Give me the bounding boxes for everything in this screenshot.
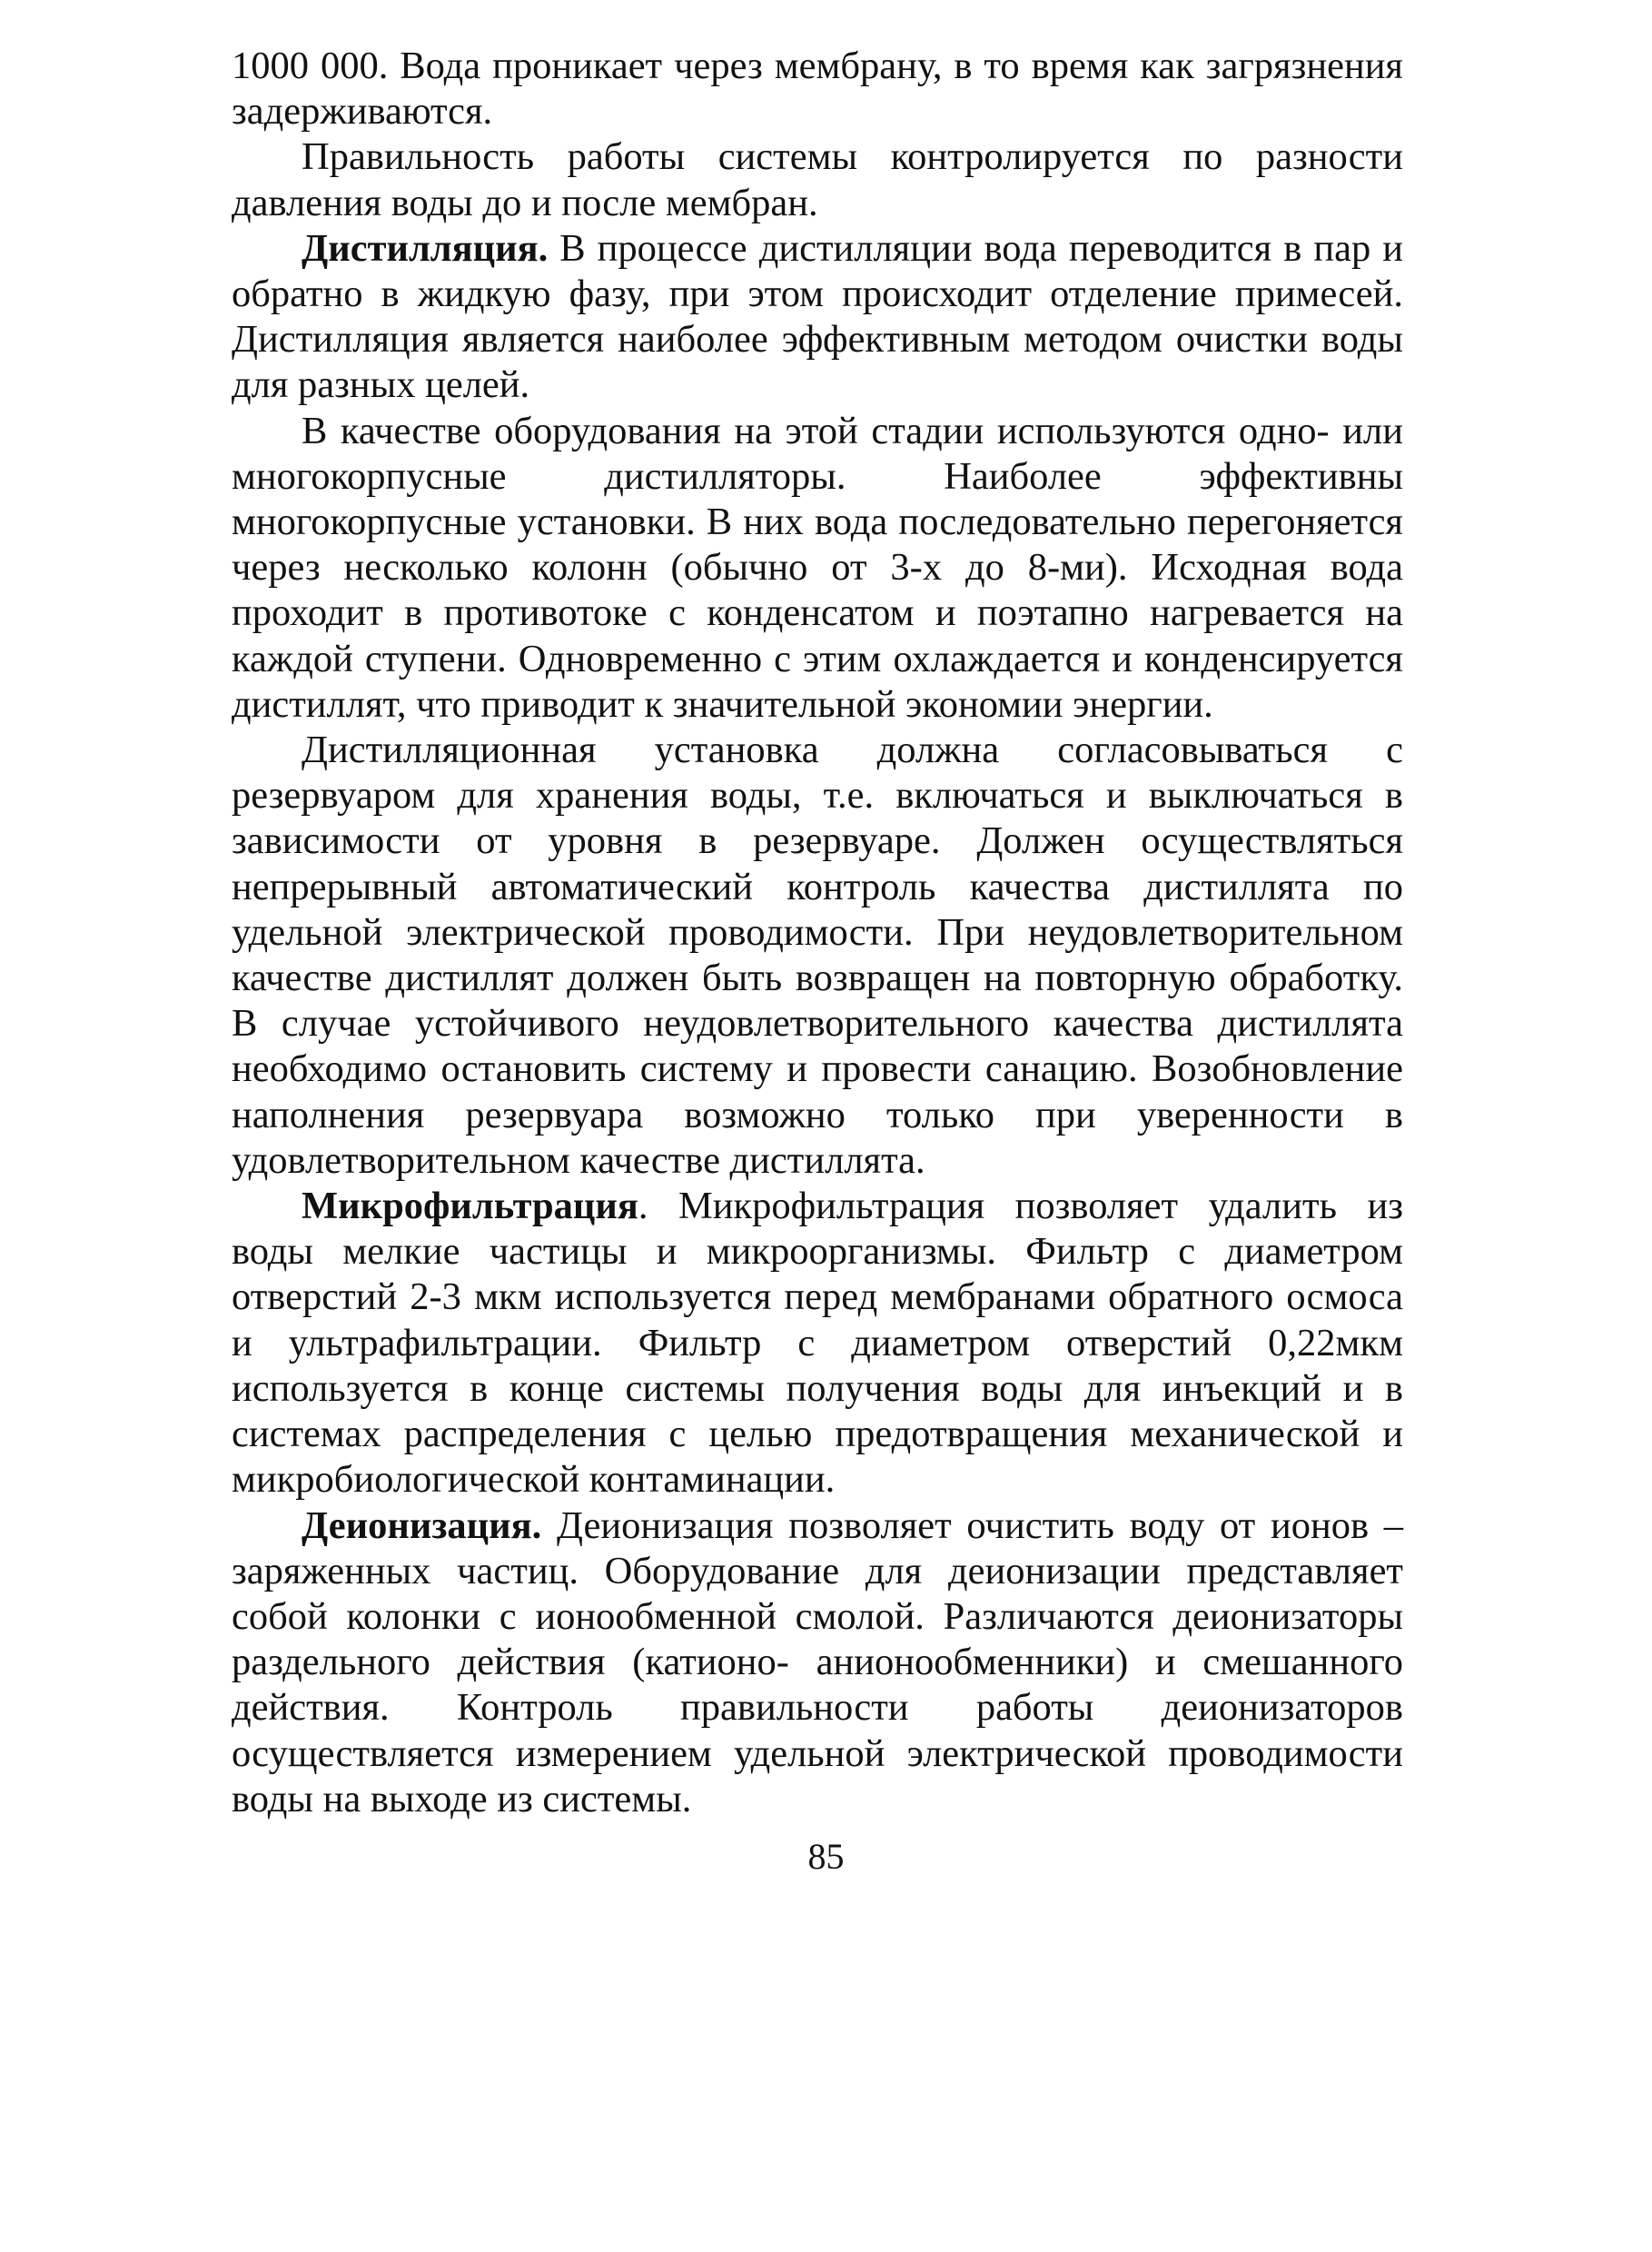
page-body (232, 44, 1403, 1822)
paragraph-pressure-control (232, 134, 1403, 225)
section-heading-deionization: Деионизация. (302, 1503, 542, 1547)
paragraph-text: В процессе дистилляции вода переводится в пар и обратно в жидкую фазу, при этом происходит отделение примесей. Дистилляция является наиболее эффективным методом очистки воды для разных целей. (232, 226, 1403, 407)
section-heading-distillation: Дистилляция. (302, 226, 549, 270)
paragraph-distillation-unit (232, 728, 1403, 1184)
page-number: 85 (807, 1836, 845, 1877)
paragraph-text: . Микрофильтрация позволяет удалить из воды мелкие частицы и микроорганизмы. Фильтр с диаметром отверстий 2-3 мкм используется перед мембранами обратного осмоса и ультрафильтрации. Фильтр с диаметром отверстий 0,22мкм используется в конце системы получения воды для инъекций и в системах распределения с целью предотвращения механической и микробиологической контаминации. (232, 1185, 1403, 1502)
paragraph-deionization (232, 1503, 1403, 1822)
section-heading-microfiltration: Микрофильтрация (302, 1185, 638, 1228)
paragraph-microfiltration (232, 1184, 1403, 1503)
paragraph-text: Правильность работы системы контролируется по разности давления воды до и после мембран. (232, 135, 1403, 224)
paragraph-membrane-continuation (232, 44, 1403, 134)
paragraph-text: 1000 000. Вода проникает через мембрану, в то время как загрязнения задерживаются. (232, 45, 1403, 134)
paragraph-distillers (232, 409, 1403, 728)
paragraph-text: Дистилляционная установка должна согласовываться с резервуаром для хранения воды, т.е. включаться и выключаться в зависимости от уровня в резервуаре. Должен осуществляться непрерывный автоматический контроль качества дистиллята по удельной электрической проводимости. При неудовлетворительном качестве дистиллят должен быть возвращен на повторную обработку. В случае устойчивого неудовлетворительного качества дистиллята необходимо остановить систему и провести санацию. Возобновление наполнения резервуара возможно только при уверенности в удовлетворительном качестве дистиллята. (232, 729, 1403, 1182)
paragraph-text: Деионизация позволяет очистить воду от ионов – заряженных частиц. Оборудование для деионизации представляет собой колонки с ионообменной смолой. Различаются деионизаторы раздельного действия (катионо- анионообменники) и смешанного действия. Контроль правильности работы деионизаторов осуществляется измерением удельной электрической проводимости воды на выходе из системы. (232, 1503, 1403, 1820)
paragraph-distillation (232, 226, 1403, 409)
paragraph-text: В качестве оборудования на этой стадии используются одно- или многокорпусные дистилляторы. Наиболее эффективны многокорпусные установки. В них вода последовательно перегоняется через несколько колонн (обычно от 3-х до 8-ми). Исходная вода проходит в противотоке с конденсатом и поэтапно нагревается на каждой ступени. Одновременно с этим охлаждается и конденсируется дистиллят, что приводит к значительной экономии энергии. (232, 409, 1403, 726)
